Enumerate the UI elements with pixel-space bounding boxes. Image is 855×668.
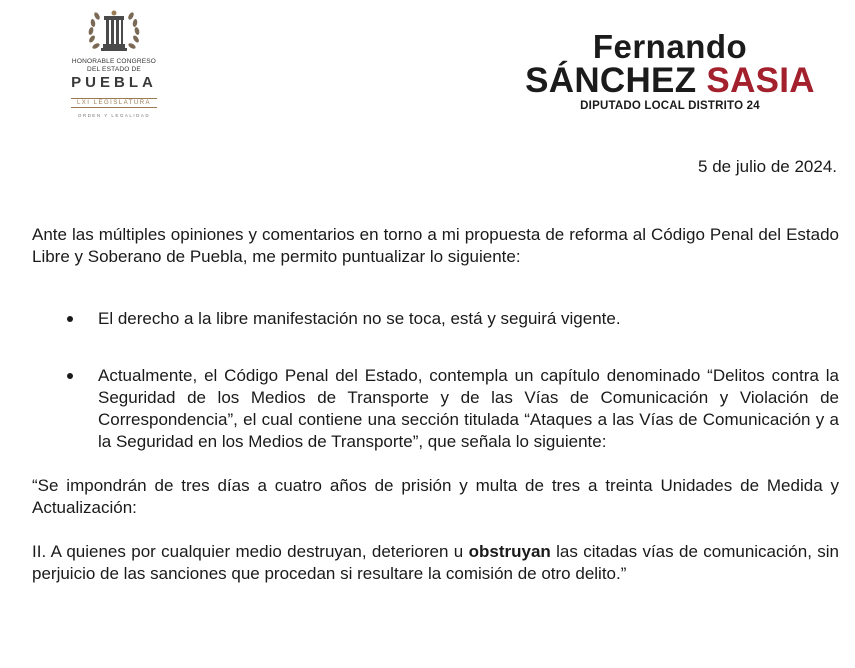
list-item: Actualmente, el Código Penal del Estado, contempla un capítulo denominado “Delitos contra la Seguridad de los Medios de Transporte y de las Vías de Comunicación y Violación de Correspondencia”, el cual contiene una sección titulada “Ataques a las Vías de Comunicación y a la Seguridad en los Medios de Transporte”, que señala lo siguiente: xyxy=(32,365,839,453)
congress-line2: DEL ESTADO DE xyxy=(87,66,141,73)
deputy-brand xyxy=(500,30,840,112)
intro-paragraph: Ante las múltiples opiniones y comentarios en torno a mi propuesta de reforma al Código Penal del Estado Libre y Soberano de Puebla, me permito puntualizar lo siguiente: xyxy=(32,225,839,266)
document-body xyxy=(32,224,839,585)
congress-legislature: LXI LEGISLATURA xyxy=(71,98,157,108)
list-item: El derecho a la libre manifestación no se toca, está y seguirá vigente. xyxy=(32,308,839,330)
quote-intro: “Se impondrán de tres días a cuatro años de prisión y multa de tres a treinta Unidades de Medida y Actualización: xyxy=(32,476,839,517)
quote-item-after: las citadas vías de comunicación, sin perjuicio de las sanciones que procedan si resultare la comisión de otro delito.” xyxy=(32,542,839,583)
brand-role: DIPUTADO LOCAL DISTRITO 24 xyxy=(580,100,760,112)
congress-logo xyxy=(50,6,178,126)
quote-item xyxy=(32,541,839,585)
brand-last-name-black: SÁNCHEZ xyxy=(525,61,697,100)
congress-puebla: PUEBLA xyxy=(71,74,157,91)
laurel-column-emblem-icon xyxy=(82,6,146,58)
quote-item-before: II. A quienes por cualquier medio destruyan, deterioren u xyxy=(32,542,469,561)
quote-item-bold: obstruyan xyxy=(468,542,551,561)
brand-first-name: Fernando xyxy=(592,28,748,65)
congress-motto: ORDEN Y LEGALIDAD xyxy=(77,113,151,118)
congress-line1: HONORABLE CONGRESO xyxy=(71,58,157,65)
brand-last-name-red: SASIA xyxy=(706,61,815,100)
bullet-list xyxy=(32,308,839,453)
brand-last-name xyxy=(500,61,840,100)
document-date: 5 de julio de 2024. xyxy=(698,157,837,176)
